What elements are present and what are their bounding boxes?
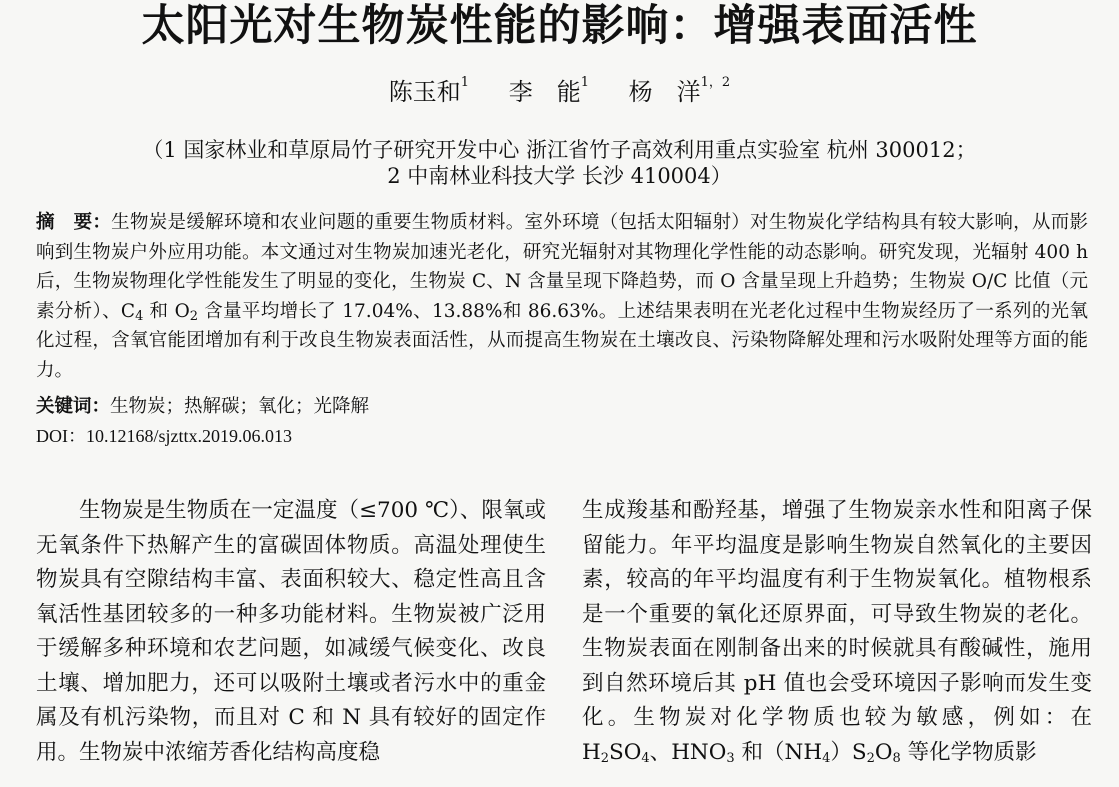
formula-sep-2: 和（NH: [734, 739, 823, 765]
keywords-text: 生物炭；热解碳；氧化；光降解: [110, 396, 370, 417]
author-2-aff: 1: [580, 75, 589, 90]
author-1-name: 陈玉和: [388, 78, 461, 106]
abstract-c4-sub: 4: [135, 308, 144, 324]
author-3: [628, 75, 731, 106]
abstract-c4: C: [120, 300, 136, 322]
affiliation-line-2: 2 中南林业科技大学 长沙 410004）: [387, 164, 732, 188]
keywords: [36, 392, 369, 422]
formula-s2-sub: 2: [866, 750, 875, 766]
formula-sep-3: ）S: [830, 739, 867, 765]
affiliation-line-1: （1 国家林业和草原局竹子研究开发中心 浙江省竹子高效利用重点实验室 杭州 300012；: [142, 138, 977, 162]
abstract: [36, 208, 1088, 385]
formula-h2so4-h: H: [582, 739, 601, 765]
formula-sep-1: 、: [649, 739, 672, 765]
author-3-aff: 1，2: [700, 75, 731, 90]
formula-nh4-sub4: 4: [822, 750, 831, 766]
author-list: [0, 76, 1119, 108]
abstract-o2: O: [174, 300, 190, 322]
abstract-o2-sub: 2: [189, 308, 199, 324]
formula-h2so4-so: SO: [609, 739, 642, 765]
body-right-text-end: 等化学物质影: [900, 739, 1037, 765]
author-2: [508, 75, 589, 106]
formula-o8-sub: 8: [892, 750, 901, 766]
author-1: [388, 75, 470, 106]
abstract-text-end: 含量平均增长了 17.04%、13.88%和 86.63%。上述结果表明在光老化过程中生物炭经历了一系列的光氧化过程，含氧官能团增加有利于改良生物炭表面活性，从而提高生物炭在土壤改良、污染物降解处理和污水吸附处理等方面的能力。: [36, 300, 1088, 381]
formula-h2so4-sub2: 2: [600, 750, 610, 766]
formula-hno3: HNO: [671, 739, 727, 765]
formula-o8-o: O: [874, 739, 893, 765]
formula-h2so4-sub4: 4: [641, 750, 650, 766]
author-3-name: 杨 洋: [628, 78, 701, 106]
formula-hno3-sub3: 3: [726, 750, 735, 766]
body-column-left: 生物炭是生物质在一定温度（≤700 ℃）、限氧或无氧条件下热解产生的富碳固体物质。高温处理使生物炭具有空隙结构丰富、表面积较大、稳定性高且含氧活性基团较多的一种多功能材料。生物炭被广泛用于缓解多种环境和农艺问题，如减缓气候变化、改良土壤、增加肥力，还可以吸附土壤或者污水中的重金属及有机污染物，而且对 C 和 N 具有较好的固定作用。生物炭中浓缩芳香化结构高度稳: [36, 498, 546, 765]
abstract-label: 摘 要：: [36, 212, 112, 233]
keywords-label: 关键词：: [36, 396, 111, 417]
doi: DOI：10.12168/sjzttx.2019.06.013: [36, 426, 292, 446]
author-1-aff: 1: [460, 75, 470, 90]
author-2-name: 李 能: [508, 78, 581, 106]
abstract-and: 和: [143, 300, 175, 322]
abstract-text: 生物炭是缓解环境和农业问题的重要生物质材料。室外环境（包括太阳辐射）对生物炭化学结构具有较大影响，从而影响到生物炭户外应用功能。本文通过对生物炭加速光老化，研究光辐射对其物理化学性能的动态影响。研究发现，光辐射 400 h 后，生物炭物理化学性能发生了明显的变化，生物炭 C、N 含量呈现下降趋势，而 O 含量呈现上升趋势；生物炭 O/C 比值（元素分析）、: [36, 212, 1088, 322]
paper-title: 太阳光对生物炭性能的影响：增强表面活性: [141, 1, 978, 51]
body-column-right: [582, 494, 1092, 770]
body-right-text: 生成羧基和酚羟基，增强了生物炭亲水性和阳离子保留能力。年平均温度是影响生物炭自然氧化的主要因素，较高的年平均温度有利于生物炭氧化。植物根系是一个重要的氧化还原界面，可导致生物炭的老化。生物炭表面在刚制备出来的时候就具有酸碱性，施用到自然环境后其 pH 值也会受环境因子影响而发生变化。生物炭对化学物质也较为敏感，例如：在: [582, 498, 1092, 730]
